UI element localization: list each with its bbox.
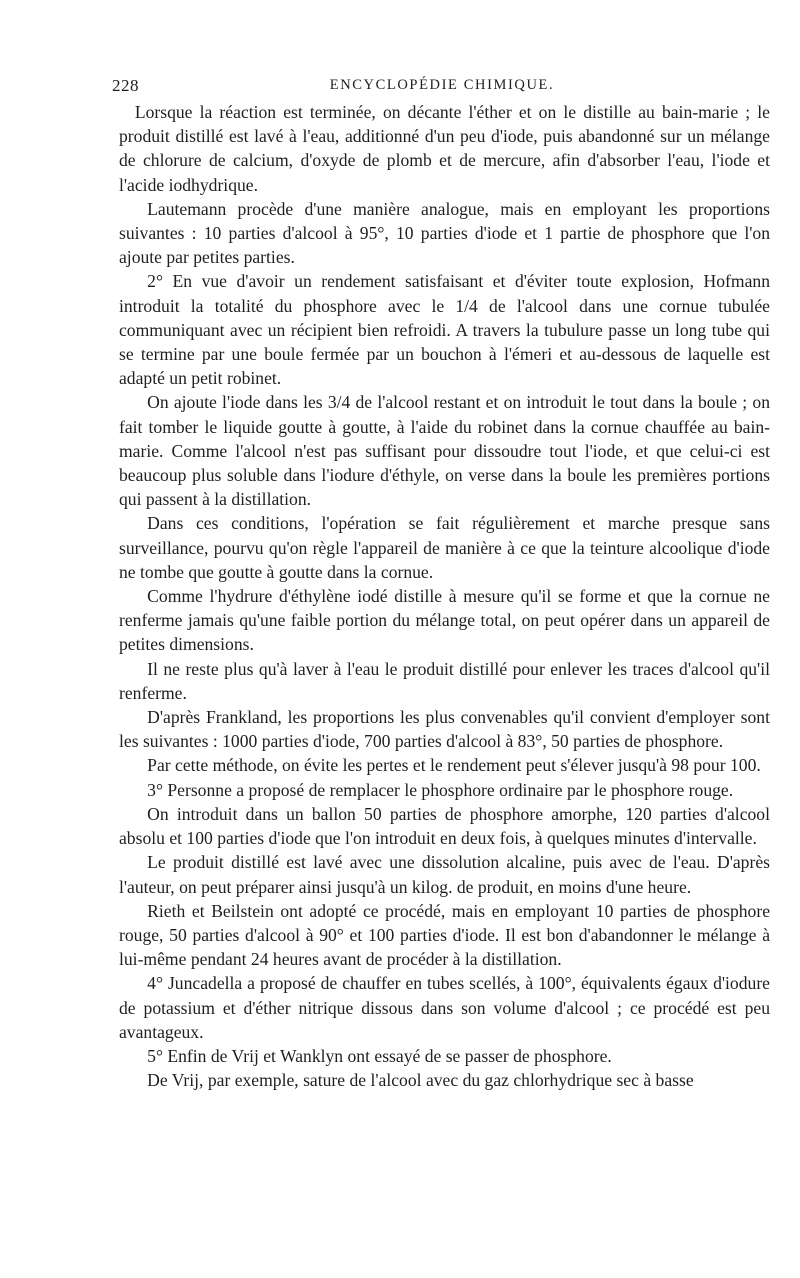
paragraph: De Vrij, par exemple, sature de l'alcool avec du gaz chlorhydrique sec à basse	[147, 1070, 694, 1091]
page-number: 228	[112, 76, 139, 95]
page-header	[112, 76, 772, 98]
paragraph: Lautemann procède d'une manière analogue, mais en employant les proportions suivantes : 10 parties d'alcool à 95°, 10 parties d'iode et 1 partie de phosphore que l'on ajoute par petites parties.	[119, 198, 770, 268]
paragraph: D'après Frankland, les proportions les plus convenables qu'il convient d'employer sont les suivantes : 1000 parties d'iode, 700 parties d'alcool à 83°, 50 parties de phosphore.	[119, 707, 770, 752]
paragraph: Comme l'hydrure d'éthylène iodé distille à mesure qu'il se forme et que la cornue ne renferme jamais qu'une faible portion du mélange total, on peut opérer dans un appareil de petites dimensions.	[119, 586, 770, 655]
paragraph: Le produit distillé est lavé avec une dissolution alcaline, puis avec de l'eau. D'après l'auteur, on peut préparer ainsi jusqu'à un kilog. de produit, en moins d'une heure.	[119, 852, 770, 897]
paragraph: 2° En vue d'avoir un rendement satisfaisant et d'éviter toute explosion, Hofmann introduit la totalité du phosphore avec le 1/4 de l'alcool dans une cornue tubulée communiquant avec un récipient bien refroidi. A travers la tubulure passe un long tube qui se termine par une boule fermée par un bouchon à l'émeri et au-dessous de laquelle est adapté un petit robinet.	[119, 271, 770, 389]
paragraph: Dans ces conditions, l'opération se fait régulièrement et marche presque sans surveillance, pourvu qu'on règle l'appareil de manière à ce que la teinture alcoolique d'iode ne tombe que goutte à goutte dans la cornue.	[119, 513, 770, 582]
paragraph: Lorsque la réaction est terminée, on décante l'éther et on le distille au bain-marie ; le produit distillé est lavé à l'eau, additionné d'un peu d'iode, puis abandonné sur un mélange de chlorure de calcium, d'oxyde de plomb et de mercure, afin d'absorber l'eau, l'iode et l'acide iodhydrique.	[119, 102, 770, 195]
paragraph: On ajoute l'iode dans les 3/4 de l'alcool restant et on introduit le tout dans la boule ; on fait tomber le liquide goutte à goutte, à l'aide du robinet dans la cornue chauffée au bain-marie. Comme l'alcool n'est pas suffisant pour dissoudre tout l'iode, et que celui-ci est beaucoup plus soluble dans l'iodure d'éthyle, on verse dans la boule les premières portions qui passent à la distillation.	[119, 392, 770, 510]
paragraph: Par cette méthode, on évite les pertes et le rendement peut s'élever jusqu'à 98 pour 100.	[147, 755, 761, 776]
paragraph: Il ne reste plus qu'à laver à l'eau le produit distillé pour enlever les traces d'alcool qu'il renferme.	[119, 658, 770, 703]
paragraph: 4° Juncadella a proposé de chauffer en tubes scellés, à 100°, équivalents égaux d'iodure de potassium et d'éther nitrique dissous dans son volume d'alcool ; ce procédé est peu avantageux.	[119, 973, 770, 1042]
body-text	[119, 100, 770, 1092]
paragraph: Rieth et Beilstein ont adopté ce procédé, mais en employant 10 parties de phosphore rouge, 50 parties d'alcool à 90° et 100 parties d'iode. Il est bon d'abandonner le mélange à lui-même pendant 24 heures avant de procéder à la distillation.	[119, 900, 770, 970]
paragraph: 3° Personne a proposé de remplacer le phosphore ordinaire par le phosphore rouge.	[147, 779, 734, 800]
paragraph: 5° Enfin de Vrij et Wanklyn ont essayé de se passer de phosphore.	[147, 1045, 612, 1066]
running-title: ENCYCLOPÉDIE CHIMIQUE.	[329, 77, 555, 93]
paragraph: On introduit dans un ballon 50 parties de phosphore amorphe, 120 parties d'alcool absolu et 100 parties d'iode que l'on introduit en deux fois, à quelques minutes d'intervalle.	[119, 803, 770, 849]
